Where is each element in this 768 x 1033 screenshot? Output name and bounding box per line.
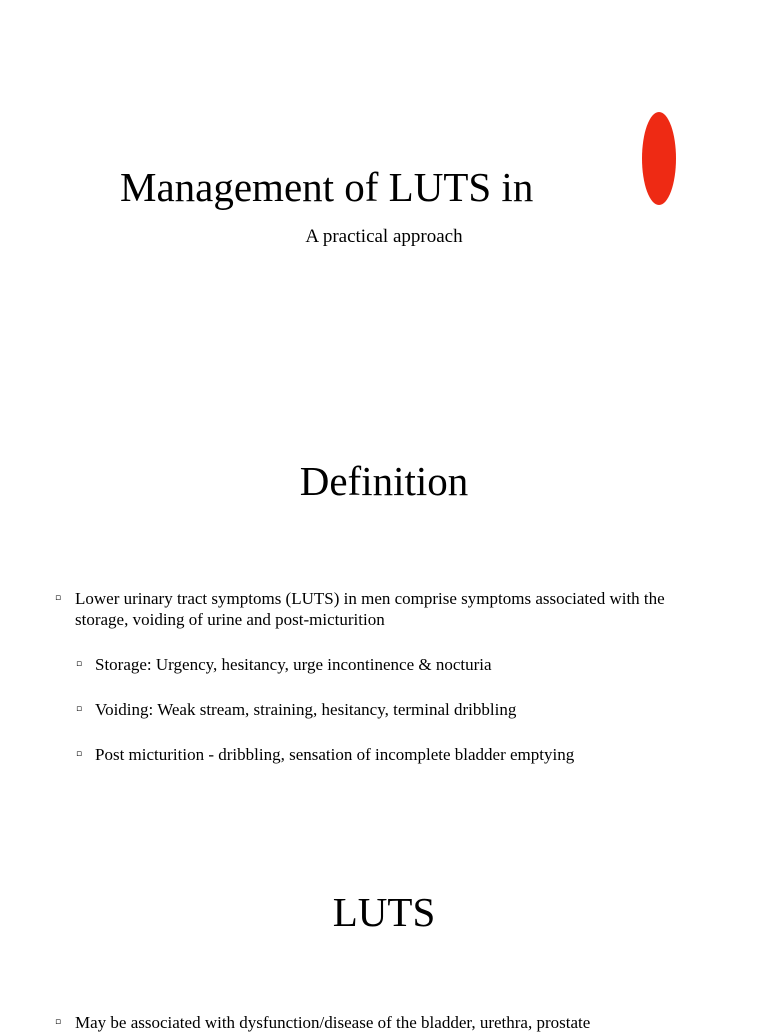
bullet-marker-icon: ▫ <box>76 749 83 759</box>
bullet-item-definition <box>55 588 715 630</box>
bullet-text: Voiding: Weak stream, straining, hesitancy, terminal dribbling <box>95 700 517 719</box>
bullet-marker-icon: ▫ <box>76 704 83 714</box>
slide-title: Management of LUTS in <box>120 164 534 210</box>
definition-heading: Definition <box>299 458 469 504</box>
bullet-text: May be associated with dysfunction/disease of the bladder, urethra, prostate <box>75 1013 591 1032</box>
bullet-text: Storage: Urgency, hesitancy, urge incontinence & nocturia <box>95 655 492 674</box>
bullet-text: Lower urinary tract symptoms (LUTS) in men comprise symptoms associated with the storage, voiding of urine and post-micturition <box>75 589 665 629</box>
red-oval-decoration <box>642 112 676 205</box>
slide-subtitle: A practical approach <box>305 226 463 247</box>
bullet-marker-icon: ▫ <box>76 659 83 669</box>
sub-bullet-storage <box>76 654 715 675</box>
luts-heading: LUTS <box>332 889 436 935</box>
bullet-marker-icon: ▫ <box>55 593 62 603</box>
bullet-item-luts <box>55 1012 715 1033</box>
sub-bullet-voiding <box>76 699 715 720</box>
bullet-text: Post micturition - dribbling, sensation of incomplete bladder emptying <box>95 745 575 764</box>
sub-bullet-post-micturition <box>76 744 715 765</box>
bullet-marker-icon: ▫ <box>55 1017 62 1027</box>
